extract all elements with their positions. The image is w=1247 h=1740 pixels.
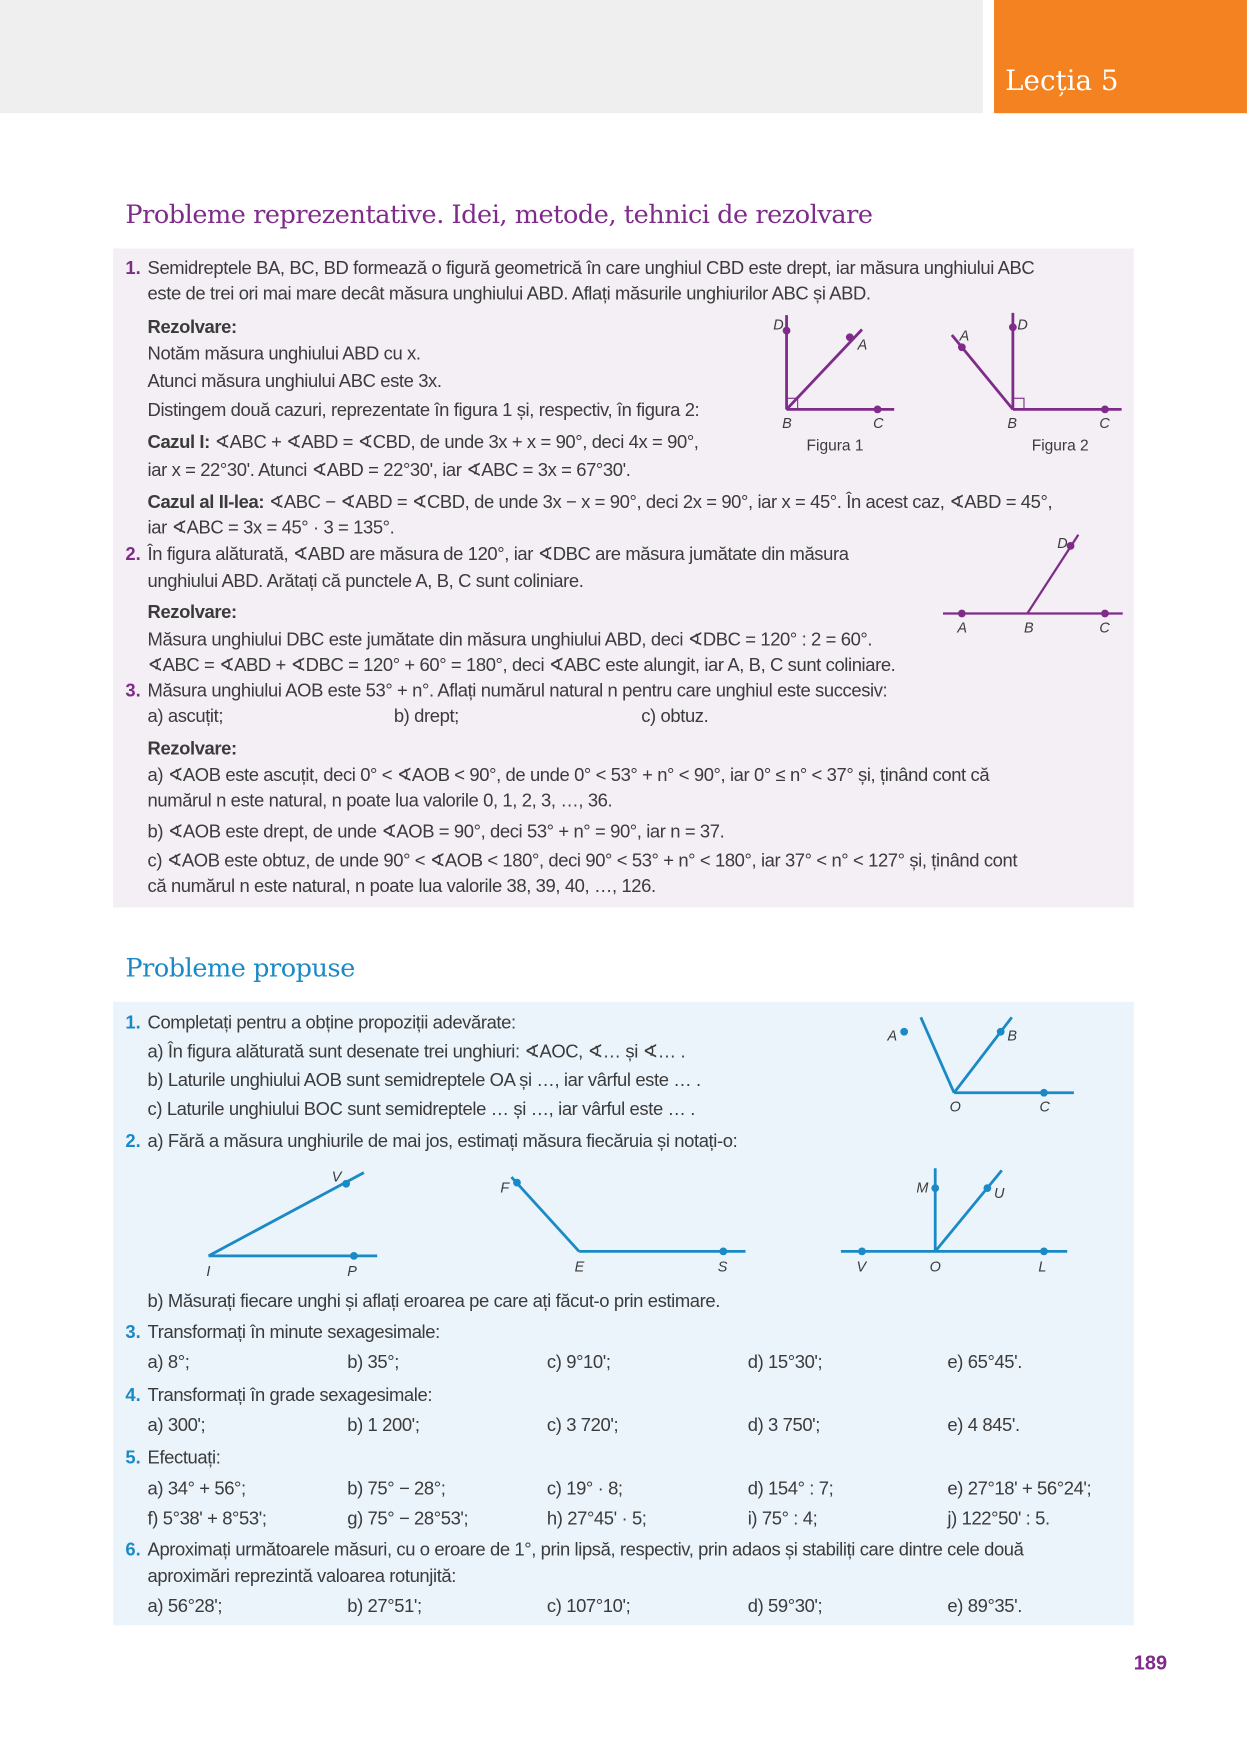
problem-text: Completați pentru a obține propoziții adevărate: [147, 1011, 516, 1033]
lesson-title: Lecția 5 [1005, 64, 1119, 97]
svg-text:F: F [500, 1180, 510, 1197]
option: e) 27°18' + 56°24'; [947, 1477, 1092, 1499]
problem-text: c) Laturile unghiului BOC sunt semidreptele … și …, iar vârful este … . [147, 1098, 696, 1120]
svg-text:V: V [331, 1169, 342, 1186]
svg-text:I: I [206, 1263, 211, 1280]
problem-text: unghiului ABD. Arătați că punctele A, B, C sunt coliniare. [147, 570, 584, 592]
problem-number: 5. [125, 1446, 141, 1468]
option: b) drept; [393, 705, 459, 727]
problem-text: Semidreptele BA, BC, BD formează o figură geometrică în care unghiul CBD este drept, iar măsura unghiului ABC [147, 257, 1035, 279]
svg-text:A: A [957, 620, 968, 637]
solution-text: Atunci măsura unghiului ABC este 3x. [147, 370, 442, 392]
option: c) 107°10'; [546, 1595, 631, 1617]
figure-2-angles [952, 313, 1122, 413]
option: b) 27°51'; [347, 1595, 422, 1617]
option: e) 4 845'. [947, 1414, 1020, 1436]
svg-text:U: U [994, 1186, 1005, 1203]
option: d) 59°30'; [747, 1595, 823, 1617]
svg-text:B: B [782, 416, 792, 433]
option: d) 154° : 7; [747, 1477, 834, 1499]
problem-number: 4. [125, 1384, 141, 1406]
problem-text: a) Fără a măsura unghiurile de mai jos, estimați măsura fiecăruia și notați-o: [147, 1130, 738, 1152]
problem-number: 2. [125, 1130, 141, 1152]
svg-text:O: O [949, 1099, 961, 1116]
svg-text:O: O [929, 1259, 941, 1276]
problem-number: 1. [125, 1011, 141, 1033]
svg-text:S: S [717, 1259, 728, 1276]
problem-number: 1. [125, 257, 141, 279]
svg-text:A: A [959, 328, 970, 345]
svg-text:L: L [1038, 1259, 1047, 1276]
solution-text: Distingem două cazuri, reprezentate în figura 1 și, respectiv, în figura 2: [147, 399, 700, 421]
angle-VOL-figure [841, 1168, 1067, 1255]
option: c) obtuz. [641, 705, 709, 727]
problem-text: Efectuați: [147, 1446, 221, 1468]
solution-label: Rezolvare: [147, 601, 237, 623]
svg-text:M: M [916, 1180, 929, 1197]
case-text: ∢ABC − ∢ABD = ∢CBD, de unde 3x − x = 90°, deci 2x = 90°, iar x = 45°. În acest caz, ∢ABD = 45°, [264, 491, 1053, 513]
option: c) 3 720'; [546, 1414, 619, 1436]
case-label: Cazul I: [147, 431, 210, 453]
option: b) 35°; [347, 1351, 399, 1373]
problem-number: 3. [125, 680, 141, 702]
solution-text: c) ∢AOB este obtuz, de unde 90° < ∢AOB < 180°, deci 90° < 53° + n° < 180°, iar 37° < n° < 127° și, ținând cont [147, 849, 1018, 871]
option: c) 19° · 8; [546, 1477, 623, 1499]
solution-label: Rezolvare: [147, 737, 237, 759]
solution-text: a) ∢AOB este ascuțit, deci 0° < ∢AOB < 90°, de unde 0° < 53° + n° < 90°, iar 0° ≤ n° < 37° și, ținând cont că [147, 764, 990, 786]
angle-FES-figure [511, 1177, 745, 1255]
svg-text:V: V [856, 1259, 867, 1276]
problem-text: b) Măsurați fiecare unghi și aflați eroarea pe care ați făcut-o prin estimare. [147, 1290, 720, 1312]
solution-text: ∢ABC = ∢ABD + ∢DBC = 120° + 60° = 180°, deci ∢ABC este alungit, iar A, B, C sunt coliniare. [147, 654, 896, 676]
option: b) 75° − 28°; [347, 1477, 446, 1499]
option: a) 300'; [147, 1414, 206, 1436]
svg-text:P: P [347, 1263, 357, 1280]
svg-text:C: C [1039, 1099, 1050, 1116]
option: j) 122°50' : 5. [947, 1507, 1050, 1529]
case-label: Cazul al II-lea: [147, 491, 265, 513]
option: c) 9°10'; [546, 1351, 611, 1373]
option: a) 34° + 56°; [147, 1477, 246, 1499]
solution-label: Rezolvare: [147, 316, 237, 338]
case-2-cont: iar ∢ABC = 3x = 45° · 3 = 135°. [147, 516, 395, 539]
option: g) 75° − 28°53'; [347, 1507, 469, 1529]
section-title-proposed: Probleme propuse [125, 954, 355, 983]
solution-text: numărul n este natural, n poate lua valorile 0, 1, 2, 3, …, 36. [147, 789, 613, 811]
problem-number: 3. [125, 1321, 141, 1343]
option: d) 15°30'; [747, 1351, 823, 1373]
proposed-1-figure [900, 1017, 1074, 1096]
svg-text:B: B [1007, 1028, 1017, 1045]
problem-text: aproximări reprezintă valoarea rotunjită: [147, 1565, 456, 1587]
section-title-representative: Probleme reprezentative. Idei, metode, tehnici de rezolvare [125, 200, 873, 230]
svg-text:D: D [1057, 536, 1068, 553]
svg-text:A: A [857, 337, 868, 354]
option: f) 5°38' + 8°53'; [147, 1507, 267, 1529]
problem-text: Aproximați următoarele măsuri, cu o eroare de 1°, prin lipsă, respectiv, prin adaos și stabiliți care dintre cele două [147, 1538, 1024, 1560]
problem-text: a) În figura alăturată sunt desenate trei unghiuri: ∢AOC, ∢… și ∢… . [147, 1040, 686, 1062]
case-1-cont: iar x = 22°30'. Atunci ∢ABD = 22°30', iar ∢ABC = 3x = 67°30'. [147, 459, 631, 481]
option: a) 8°; [147, 1351, 190, 1373]
option: e) 89°35'. [947, 1595, 1022, 1617]
svg-text:B: B [1007, 416, 1017, 433]
svg-text:B: B [1023, 620, 1034, 637]
svg-text:A: A [887, 1028, 898, 1045]
option: i) 75° : 4; [747, 1507, 818, 1529]
svg-text:C: C [873, 416, 884, 433]
solution-text: Măsura unghiului DBC este jumătate din măsura unghiului ABD, deci ∢DBC = 120° : 2 = 60°. [147, 629, 873, 651]
problem-text: Măsura unghiului AOB este 53° + n°. Aflați numărul natural n pentru care unghiul este succesiv: [147, 680, 888, 702]
problem-number: 2. [125, 543, 141, 565]
option: a) ascuțit; [147, 705, 224, 727]
svg-text:D: D [1017, 317, 1028, 334]
solution-text: b) ∢AOB este drept, de unde ∢AOB = 90°, deci 53° + n° = 90°, iar n = 37. [147, 820, 725, 843]
figure-1-angles [783, 315, 894, 413]
option: b) 1 200'; [347, 1414, 420, 1436]
solution-text: că numărul n este natural, n poate lua valorile 38, 39, 40, …, 126. [147, 875, 656, 897]
page-number: 189 [1133, 1651, 1168, 1675]
svg-text:E: E [574, 1259, 585, 1276]
option: d) 3 750'; [747, 1414, 821, 1436]
problem-text: Transformați în minute sexagesimale: [147, 1321, 440, 1343]
angle-VIP-figure [209, 1173, 378, 1260]
problem-text: este de trei ori mai mare decât măsura unghiului ABD. Aflați măsurile unghiurilor ABC și ABD. [147, 282, 871, 304]
problem-number: 6. [125, 1538, 141, 1560]
figure-1-caption: Figura 1 [806, 437, 864, 455]
figure-2-caption: Figura 2 [1031, 437, 1089, 455]
svg-text:C: C [1099, 620, 1110, 637]
problem-text: În figura alăturată, ∢ABD are măsura de 120°, iar ∢DBC are măsura jumătate din măsura [147, 543, 849, 565]
svg-text:D: D [773, 317, 784, 334]
solution-text: Notăm măsura unghiului ABD cu x. [147, 342, 421, 364]
option: a) 56°28'; [147, 1595, 223, 1617]
svg-text:C: C [1099, 416, 1110, 433]
option: h) 27°45' · 5; [546, 1507, 647, 1529]
problem-2-figure [943, 535, 1123, 618]
problem-text: b) Laturile unghiului AOB sunt semidreptele OA și …, iar vârful este … . [147, 1069, 701, 1091]
problem-text: Transformați în grade sexagesimale: [147, 1384, 433, 1406]
option: e) 65°45'. [947, 1351, 1022, 1373]
case-text: ∢ABC + ∢ABD = ∢CBD, de unde 3x + x = 90°, deci 4x = 90°, [209, 431, 699, 453]
